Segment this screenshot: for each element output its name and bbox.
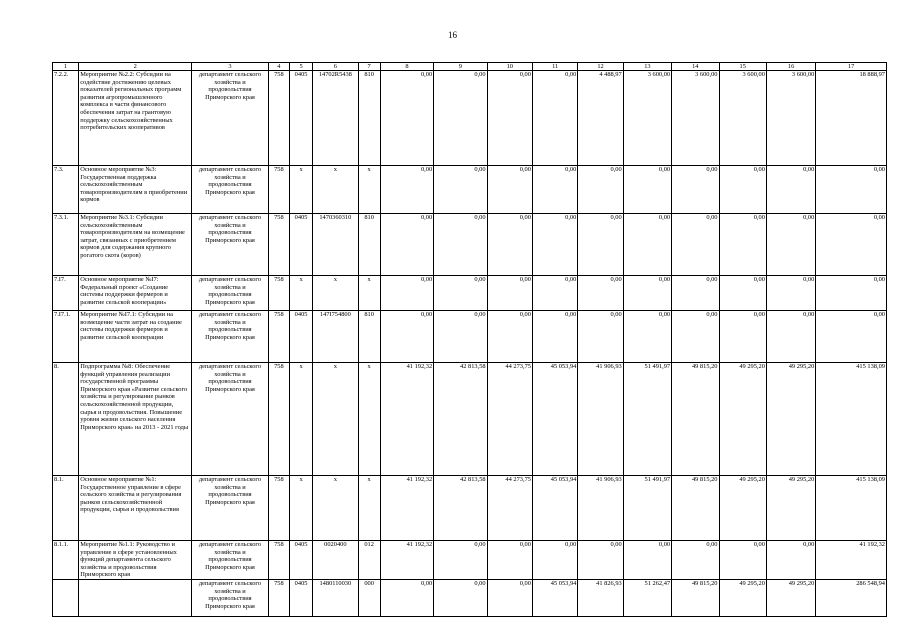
- amount-cell: 0,00: [434, 579, 487, 616]
- amount-cell: 49 295,20: [766, 363, 815, 476]
- column-number-cell: 5: [289, 63, 312, 71]
- amount-cell: 0,00: [532, 276, 577, 311]
- amount-cell: 41 906,93: [578, 476, 623, 541]
- amount-cell: 0,00: [719, 276, 766, 311]
- amount-cell: 3 600,00: [672, 71, 719, 166]
- responsible-org-cell: департамент сельского хозяйства и продовольствия Приморского края: [192, 476, 269, 541]
- expense-type-cell: 810: [358, 311, 380, 363]
- amount-cell: 0,00: [380, 71, 433, 166]
- amount-cell: 0,00: [434, 214, 487, 276]
- expense-type-cell: х: [358, 476, 380, 541]
- page-number: 16: [448, 30, 457, 40]
- amount-cell: 0,00: [380, 166, 433, 214]
- amount-cell: 0,00: [578, 276, 623, 311]
- responsible-org-cell: департамент сельского хозяйства и продовольствия Приморского края: [192, 166, 269, 214]
- row-id-cell: 7.3.: [53, 166, 79, 214]
- code-cell: 758: [268, 214, 289, 276]
- column-number-cell: 13: [623, 63, 671, 71]
- amount-cell: 0,00: [532, 166, 577, 214]
- amount-cell: 0,00: [380, 214, 433, 276]
- section-code-cell: 0405: [289, 579, 312, 616]
- amount-cell: 0,00: [487, 311, 532, 363]
- amount-cell: 45 053,94: [532, 579, 577, 616]
- amount-cell: 49 815,20: [672, 579, 719, 616]
- amount-cell: 0,00: [380, 311, 433, 363]
- row-id-cell: [53, 579, 79, 616]
- column-number-cell: 15: [719, 63, 766, 71]
- target-article-cell: х: [313, 363, 358, 476]
- expense-type-cell: 810: [358, 71, 380, 166]
- code-cell: 758: [268, 579, 289, 616]
- row-id-cell: 8.1.: [53, 476, 79, 541]
- expense-type-cell: 000: [358, 579, 380, 616]
- event-name-cell: Мероприятие №3.1: Субсидии сельскохозяйственным товаропроизводителям на возмещение затрат, связанных с приобретением кормов для содержания крупного рогатого скота (коров): [79, 214, 192, 276]
- target-article-cell: 1480110030: [313, 579, 358, 616]
- budget-table: [52, 62, 887, 617]
- row-id-cell: 8.1.1.: [53, 541, 79, 580]
- amount-cell: 0,00: [532, 214, 577, 276]
- event-name-cell: Основное мероприятие №I7: Федеральный проект «Создание системы поддержки фермеров и развитие сельской кооперации»: [79, 276, 192, 311]
- amount-cell: 0,00: [487, 166, 532, 214]
- amount-cell: 0,00: [672, 276, 719, 311]
- expense-type-cell: х: [358, 166, 380, 214]
- amount-cell: 49 295,20: [766, 579, 815, 616]
- amount-cell: 49 295,20: [766, 476, 815, 541]
- column-number-cell: 6: [313, 63, 358, 71]
- table-row: [53, 166, 887, 214]
- column-number-cell: 3: [192, 63, 269, 71]
- amount-cell: 0,00: [434, 311, 487, 363]
- amount-cell: 51 491,97: [623, 363, 671, 476]
- target-article-cell: 0020400: [313, 541, 358, 580]
- amount-cell: 0,00: [578, 311, 623, 363]
- event-name-cell: Подпрограмма №8: Обеспечение функций управления реализации государственной программы Приморского края «Развитие сельского хозяйства и регулирование рынков сельскохозяйственной продукции, сырья и продовольствия. Повышение уровня жизни сельского населения Приморского края» на 2013 - 2021 годы: [79, 363, 192, 476]
- responsible-org-cell: департамент сельского хозяйства и продовольствия Приморского края: [192, 363, 269, 476]
- responsible-org-cell: департамент сельского хозяйства и продовольствия Приморского края: [192, 311, 269, 363]
- amount-cell: 415 138,09: [816, 476, 887, 541]
- event-name-cell: Мероприятие №2.2: Субсидии на содействие достижению целевых показателей региональных программ развития агропромышленного комплекса в части финансового обеспечения затрат на грантовую поддержку сельскохозяйственных потребительских кооперативов: [79, 71, 192, 166]
- amount-cell: 0,00: [532, 311, 577, 363]
- event-name-cell: Основное мероприятие №3: Государственная поддержка сельскохозяйственным товаропроизводителям в приобретении кормов: [79, 166, 192, 214]
- amount-cell: 45 053,94: [532, 476, 577, 541]
- expense-type-cell: х: [358, 276, 380, 311]
- expense-type-cell: 810: [358, 214, 380, 276]
- row-id-cell: 7.3.1.: [53, 214, 79, 276]
- amount-cell: 0,00: [578, 166, 623, 214]
- row-id-cell: 7.2.2.: [53, 71, 79, 166]
- amount-cell: 0,00: [816, 166, 887, 214]
- amount-cell: 0,00: [816, 214, 887, 276]
- table-row: [53, 71, 887, 166]
- target-article-cell: х: [313, 276, 358, 311]
- amount-cell: 0,00: [766, 541, 815, 580]
- section-code-cell: 0405: [289, 541, 312, 580]
- target-article-cell: х: [313, 476, 358, 541]
- amount-cell: 44 273,75: [487, 363, 532, 476]
- target-article-cell: 1470360310: [313, 214, 358, 276]
- amount-cell: 41 192,32: [816, 541, 887, 580]
- amount-cell: 49 295,20: [719, 476, 766, 541]
- section-code-cell: х: [289, 276, 312, 311]
- amount-cell: 49 295,20: [719, 579, 766, 616]
- table-row: [53, 214, 887, 276]
- amount-cell: 0,00: [672, 166, 719, 214]
- target-article-cell: х: [313, 166, 358, 214]
- amount-cell: 415 138,09: [816, 363, 887, 476]
- column-number-cell: 2: [79, 63, 192, 71]
- amount-cell: 0,00: [766, 214, 815, 276]
- column-number-cell: 9: [434, 63, 487, 71]
- amount-cell: 0,00: [487, 71, 532, 166]
- column-number-cell: 11: [532, 63, 577, 71]
- amount-cell: 0,00: [766, 276, 815, 311]
- amount-cell: 0,00: [672, 214, 719, 276]
- responsible-org-cell: департамент сельского хозяйства и продовольствия Приморского края: [192, 541, 269, 580]
- code-cell: 758: [268, 541, 289, 580]
- column-number-cell: 4: [268, 63, 289, 71]
- table-row: [53, 311, 887, 363]
- code-cell: 758: [268, 311, 289, 363]
- amount-cell: 41 826,93: [578, 579, 623, 616]
- amount-cell: 0,00: [719, 541, 766, 580]
- amount-cell: 0,00: [816, 276, 887, 311]
- amount-cell: 0,00: [380, 276, 433, 311]
- code-cell: 758: [268, 166, 289, 214]
- section-code-cell: х: [289, 363, 312, 476]
- table-row: [53, 363, 887, 476]
- responsible-org-cell: департамент сельского хозяйства и продовольствия Приморского края: [192, 276, 269, 311]
- amount-cell: 0,00: [434, 71, 487, 166]
- amount-cell: 49 815,20: [672, 363, 719, 476]
- column-number-cell: 8: [380, 63, 433, 71]
- amount-cell: 0,00: [766, 166, 815, 214]
- amount-cell: 0,00: [719, 311, 766, 363]
- section-code-cell: х: [289, 166, 312, 214]
- amount-cell: 45 053,94: [532, 363, 577, 476]
- column-number-row: [53, 63, 887, 71]
- table-row: [53, 541, 887, 580]
- column-number-cell: 12: [578, 63, 623, 71]
- section-code-cell: 0405: [289, 311, 312, 363]
- amount-cell: 3 600,00: [766, 71, 815, 166]
- amount-cell: 0,00: [434, 166, 487, 214]
- responsible-org-cell: департамент сельского хозяйства и продовольствия Приморского края: [192, 579, 269, 616]
- responsible-org-cell: департамент сельского хозяйства и продовольствия Приморского края: [192, 214, 269, 276]
- amount-cell: 42 813,58: [434, 476, 487, 541]
- column-number-cell: 16: [766, 63, 815, 71]
- section-code-cell: х: [289, 476, 312, 541]
- amount-cell: 41 906,93: [578, 363, 623, 476]
- event-name-cell: Мероприятие №1.1: Руководство и управление в сфере установленных функций департамента сельского хозяйства и продовольствия Приморского края: [79, 541, 192, 580]
- amount-cell: 0,00: [532, 541, 577, 580]
- code-cell: 758: [268, 276, 289, 311]
- row-id-cell: 7.I7.1.: [53, 311, 79, 363]
- amount-cell: 0,00: [532, 71, 577, 166]
- amount-cell: 0,00: [487, 276, 532, 311]
- amount-cell: 18 888,97: [816, 71, 887, 166]
- amount-cell: 49 295,20: [719, 363, 766, 476]
- expense-type-cell: х: [358, 363, 380, 476]
- table-row: [53, 276, 887, 311]
- event-name-cell: Мероприятие №I7.1: Субсидии на возмещение части затрат на создание системы поддержки фермеров и развитие сельской кооперации: [79, 311, 192, 363]
- amount-cell: 41 192,32: [380, 363, 433, 476]
- amount-cell: 3 600,00: [623, 71, 671, 166]
- code-cell: 758: [268, 363, 289, 476]
- column-number-cell: 1: [53, 63, 79, 71]
- amount-cell: 41 192,32: [380, 476, 433, 541]
- amount-cell: 0,00: [672, 541, 719, 580]
- amount-cell: 286 548,94: [816, 579, 887, 616]
- row-id-cell: 8.: [53, 363, 79, 476]
- target-article-cell: 14702R5438: [313, 71, 358, 166]
- amount-cell: 0,00: [623, 541, 671, 580]
- amount-cell: 0,00: [434, 276, 487, 311]
- amount-cell: 0,00: [578, 214, 623, 276]
- expense-type-cell: 012: [358, 541, 380, 580]
- amount-cell: 0,00: [623, 166, 671, 214]
- event-name-cell: [79, 579, 192, 616]
- amount-cell: 0,00: [578, 541, 623, 580]
- code-cell: 758: [268, 71, 289, 166]
- amount-cell: 0,00: [434, 541, 487, 580]
- column-number-cell: 17: [816, 63, 887, 71]
- amount-cell: 0,00: [487, 541, 532, 580]
- row-id-cell: 7.I7.: [53, 276, 79, 311]
- amount-cell: 51 491,97: [623, 476, 671, 541]
- section-code-cell: 0405: [289, 214, 312, 276]
- amount-cell: 44 273,75: [487, 476, 532, 541]
- event-name-cell: Основное мероприятие №1: Государственное управление в сфере сельского хозяйства и регулирования рынков сельскохозяйственной продукции, сырья и продовольствия: [79, 476, 192, 541]
- amount-cell: 0,00: [816, 311, 887, 363]
- amount-cell: 0,00: [766, 311, 815, 363]
- table-row: [53, 476, 887, 541]
- amount-cell: 3 600,00: [719, 71, 766, 166]
- amount-cell: 42 813,58: [434, 363, 487, 476]
- code-cell: 758: [268, 476, 289, 541]
- amount-cell: 0,00: [487, 214, 532, 276]
- amount-cell: 0,00: [719, 214, 766, 276]
- column-number-cell: 10: [487, 63, 532, 71]
- target-article-cell: 147I754800: [313, 311, 358, 363]
- amount-cell: 41 192,32: [380, 541, 433, 580]
- amount-cell: 0,00: [380, 579, 433, 616]
- column-number-cell: 7: [358, 63, 380, 71]
- section-code-cell: 0405: [289, 71, 312, 166]
- responsible-org-cell: департамент сельского хозяйства и продовольствия Приморского края: [192, 71, 269, 166]
- amount-cell: 4 488,97: [578, 71, 623, 166]
- column-number-cell: 14: [672, 63, 719, 71]
- amount-cell: 0,00: [719, 166, 766, 214]
- table-row: [53, 579, 887, 616]
- amount-cell: 51 262,47: [623, 579, 671, 616]
- amount-cell: 0,00: [672, 311, 719, 363]
- amount-cell: 0,00: [623, 311, 671, 363]
- amount-cell: 49 815,20: [672, 476, 719, 541]
- amount-cell: 0,00: [623, 276, 671, 311]
- amount-cell: 0,00: [487, 579, 532, 616]
- amount-cell: 0,00: [623, 214, 671, 276]
